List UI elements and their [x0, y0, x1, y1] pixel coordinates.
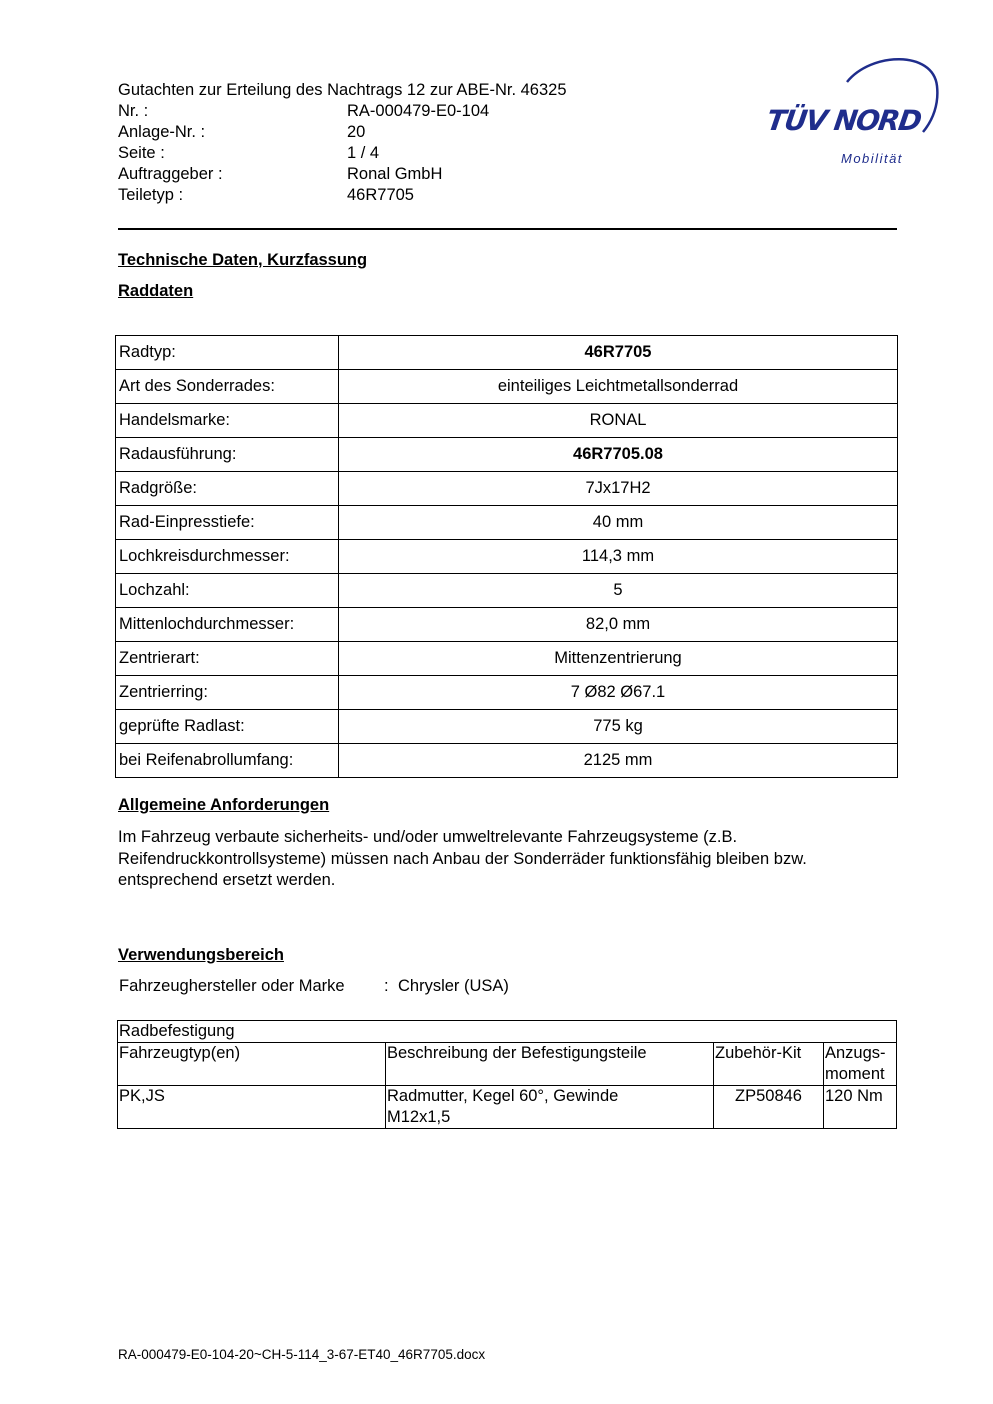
wheel-data-value: RONAL: [339, 404, 898, 438]
cell-fixing-description: [386, 1086, 714, 1129]
fixing-table-title: Radbefestigung: [118, 1021, 897, 1043]
wheel-data-label: Radausführung:: [116, 438, 339, 472]
wheel-data-value: 7Jx17H2: [339, 472, 898, 506]
wheel-data-value: 82,0 mm: [339, 608, 898, 642]
wheel-data-row: [116, 710, 898, 744]
wheel-data-label: Radgröße:: [116, 472, 339, 506]
wheel-data-label: Radtyp:: [116, 336, 339, 370]
fixing-data-row: [118, 1086, 897, 1129]
wheel-data-row: [116, 404, 898, 438]
general-text-line: Reifendruckkontrollsysteme) müssen nach Anbau der Sonderräder funktionsfähig bleiben bzw.: [118, 849, 807, 868]
header-torque-line1: Anzugs-: [825, 1044, 886, 1062]
wheel-data-value: 40 mm: [339, 506, 898, 540]
header-meta-label: Auftraggeber :: [118, 165, 223, 183]
header-meta-value: Ronal GmbH: [347, 165, 443, 183]
cell-accessory-kit: ZP50846: [714, 1086, 824, 1129]
cell-torque: 120 Nm: [824, 1086, 897, 1129]
wheel-data-label: Mittenlochdurchmesser:: [116, 608, 339, 642]
header-meta-value: 1 / 4: [347, 144, 380, 162]
wheel-data-row: [116, 642, 898, 676]
wheel-data-value: einteiliges Leichtmetallsonderrad: [339, 370, 898, 404]
tuev-nord-logo: [765, 56, 945, 171]
header-meta-label: Anlage-Nr. :: [118, 123, 206, 141]
wheel-data-row: [116, 336, 898, 370]
section-heading-technical: Technische Daten, Kurzfassung: [118, 251, 368, 269]
wheel-data-row: [116, 744, 898, 778]
header-torque-line2: moment: [825, 1065, 885, 1083]
header-meta-value: 46R7705: [347, 186, 414, 204]
wheel-data-table: [115, 335, 898, 778]
wheel-data-row: [116, 608, 898, 642]
wheel-data-value: 46R7705: [339, 336, 898, 370]
wheel-data-label: Zentrierring:: [116, 676, 339, 710]
manufacturer-separator: :: [384, 977, 389, 995]
wheel-data-value: 46R7705.08: [339, 438, 898, 472]
general-requirements-text: [118, 827, 908, 892]
general-text-line: entsprechend ersetzt werden.: [118, 871, 336, 889]
header-torque: [824, 1043, 897, 1086]
logo-brand: TÜV NORD: [764, 104, 923, 137]
desc-line2: M12x1,5: [387, 1108, 451, 1126]
document-title: Gutachten zur Erteilung des Nachtrags 12 zur ABE-Nr. 46325: [118, 81, 567, 99]
wheel-data-row: [116, 370, 898, 404]
fixing-title-row: [118, 1021, 897, 1043]
manufacturer-value: Chrysler (USA): [398, 977, 509, 995]
wheel-data-value: 5: [339, 574, 898, 608]
wheel-data-label: Art des Sonderrades:: [116, 370, 339, 404]
general-text-line: Im Fahrzeug verbaute sicherheits- und/oder umweltrelevante Fahrzeugsysteme (z.B.: [118, 828, 738, 846]
wheel-data-label: Rad-Einpresstiefe:: [116, 506, 339, 540]
wheel-data-value: 2125 mm: [339, 744, 898, 778]
logo-tagline: Mobilität: [841, 151, 903, 166]
header-vehicle-type: Fahrzeugtyp(en): [118, 1043, 386, 1086]
section-heading-general: Allgemeine Anforderungen: [118, 796, 330, 814]
header-accessory-kit: Zubehör-Kit: [714, 1043, 824, 1086]
wheel-data-label: Lochkreisdurchmesser:: [116, 540, 339, 574]
wheel-data-label: Handelsmarke:: [116, 404, 339, 438]
wheel-data-value: 7 Ø82 Ø67.1: [339, 676, 898, 710]
section-heading-usage: Verwendungsbereich: [118, 946, 284, 964]
wheel-data-row: [116, 506, 898, 540]
footer-filename: RA-000479-E0-104-20~CH-5-114_3-67-ET40_46R7705.docx: [118, 1347, 486, 1362]
cell-vehicle-type: PK,JS: [118, 1086, 386, 1129]
wheel-data-value: Mittenzentrierung: [339, 642, 898, 676]
header-meta-label: Seite :: [118, 144, 165, 162]
wheel-data-row: [116, 676, 898, 710]
section-subheading-raddaten: Raddaten: [118, 282, 194, 300]
wheel-data-row: [116, 574, 898, 608]
wheel-data-value: 775 kg: [339, 710, 898, 744]
wheel-data-label: geprüfte Radlast:: [116, 710, 339, 744]
wheel-data-value: 114,3 mm: [339, 540, 898, 574]
header-meta-label: Teiletyp :: [118, 186, 184, 204]
wheel-data-label: bei Reifenabrollumfang:: [116, 744, 339, 778]
wheel-data-row: [116, 472, 898, 506]
fixing-header-row: [118, 1043, 897, 1086]
wheel-data-row: [116, 438, 898, 472]
wheel-data-label: Zentrierart:: [116, 642, 339, 676]
header-meta-label: Nr. :: [118, 102, 149, 120]
desc-line1: Radmutter, Kegel 60°, Gewinde: [387, 1087, 619, 1105]
wheel-data-label: Lochzahl:: [116, 574, 339, 608]
header-divider: [118, 228, 897, 230]
wheel-data-row: [116, 540, 898, 574]
header-meta-value: 20: [347, 123, 366, 141]
header-fixing-description: Beschreibung der Befestigungsteile: [386, 1043, 714, 1086]
wheel-fixing-table: [117, 1020, 897, 1129]
manufacturer-label: Fahrzeughersteller oder Marke: [119, 977, 345, 995]
header-meta-value: RA-000479-E0-104: [347, 102, 490, 120]
